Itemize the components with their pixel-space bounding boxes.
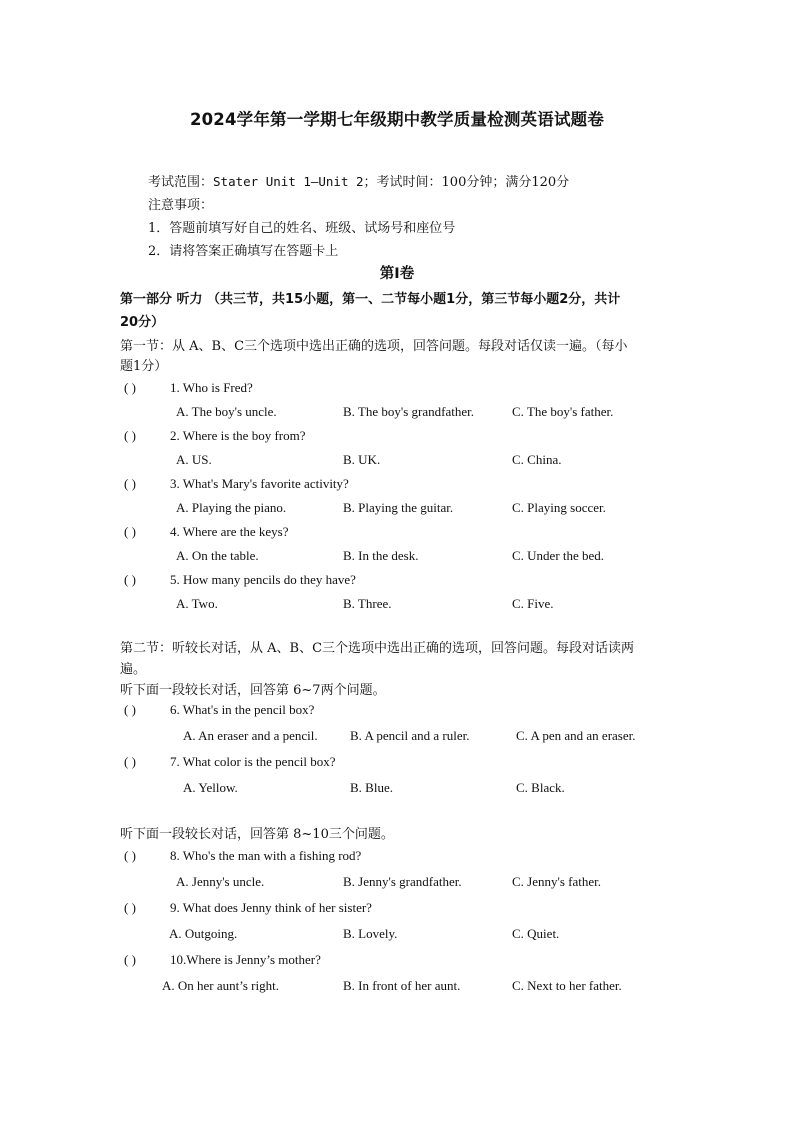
answer-blank[interactable]: ( ) [124, 900, 136, 915]
answer-blank[interactable]: ( ) [124, 572, 136, 587]
section2-instruction-line1: 第二节：听较长对话，从 A、B、C三个选项中选出正确的选项，回答问题。每段对话读两 [120, 641, 635, 656]
exam-title: 2024学年第一学期七年级期中教学质量检测英语试题卷 [189, 110, 605, 129]
part1-heading-line2: 20分） [120, 315, 165, 330]
q9-option-a: A. Outgoing. [169, 926, 238, 941]
q6-option-c: C. A pen and an eraser. [516, 728, 636, 743]
question-3: 3. What's Mary's favorite activity? [170, 476, 349, 491]
q5-option-c: C. Five. [512, 596, 554, 611]
question-6: 6. What's in the pencil box? [170, 702, 315, 717]
part1-heading-line1: 第一部分 听力 （共三节，共15小题，第一、二节每小题1分，第三节每小题2分，共计 [120, 292, 621, 307]
answer-blank[interactable]: ( ) [124, 380, 136, 395]
question-1: 1. Who is Fred? [170, 380, 253, 395]
exam-scope-line [148, 171, 569, 190]
note-1: 1．答题前填写好自己的姓名、班级、试场号和座位号 [148, 221, 456, 236]
q7-option-c: C. Black. [516, 780, 565, 795]
scope-value: Stater Unit 1—Unit 2 [213, 174, 364, 189]
question-4: 4. Where are the keys? [170, 524, 289, 539]
q5-option-b: B. Three. [343, 596, 392, 611]
q10-option-c: C. Next to her father. [512, 978, 622, 993]
answer-blank[interactable]: ( ) [124, 952, 136, 967]
volume-heading: 第I卷 [379, 266, 415, 282]
answer-blank[interactable]: ( ) [124, 754, 136, 769]
section1-instruction-line2: 题1分） [120, 359, 168, 374]
exam-time-and-score: ；考试时间：100分钟；满分120分 [363, 175, 570, 190]
q3-option-b: B. Playing the guitar. [343, 500, 454, 515]
answer-blank[interactable]: ( ) [124, 702, 136, 717]
q6-option-b: B. A pencil and a ruler. [350, 728, 470, 743]
q3-option-a: A. Playing the piano. [176, 500, 287, 515]
answer-blank[interactable]: ( ) [124, 524, 136, 539]
note-2: 2．请将答案正确填写在答题卡上 [148, 244, 339, 259]
q2-option-a: A. US. [176, 452, 212, 467]
q4-option-b: B. In the desk. [343, 548, 419, 563]
q2-option-c: C. China. [512, 452, 562, 467]
dialogue-group-1-instruction: 听下面一段较长对话，回答第 6~7两个问题。 [120, 683, 386, 698]
q9-option-b: B. Lovely. [343, 926, 398, 941]
q4-option-a: A. On the table. [176, 548, 259, 563]
answer-blank[interactable]: ( ) [124, 476, 136, 491]
question-2: 2. Where is the boy from? [170, 428, 306, 443]
q8-option-c: C. Jenny's father. [512, 874, 601, 889]
dialogue-group-2-instruction: 听下面一段较长对话，回答第 8~10三个问题。 [120, 827, 394, 842]
q8-option-a: A. Jenny's uncle. [176, 874, 265, 889]
scope-label: 考试范围： [148, 175, 214, 190]
question-5: 5. How many pencils do they have? [170, 572, 356, 587]
question-10: 10.Where is Jenny’s mother? [170, 952, 321, 967]
q6-option-a: A. An eraser and a pencil. [183, 728, 318, 743]
answer-blank[interactable]: ( ) [124, 848, 136, 863]
q8-option-b: B. Jenny's grandfather. [343, 874, 462, 889]
q7-option-a: A. Yellow. [183, 780, 238, 795]
section2-instruction-line2: 遍。 [120, 662, 147, 677]
q5-option-a: A. Two. [176, 596, 218, 611]
q10-option-a: A. On her aunt’s right. [162, 978, 279, 993]
q9-option-c: C. Quiet. [512, 926, 560, 941]
q7-option-b: B. Blue. [350, 780, 393, 795]
q3-option-c: C. Playing soccer. [512, 500, 606, 515]
question-8: 8. Who's the man with a fishing rod? [170, 848, 362, 863]
question-7: 7. What color is the pencil box? [170, 754, 336, 769]
section1-instruction-line1: 第一节：从 A、B、C三个选项中选出正确的选项，回答问题。每段对话仅读一遍。（每小 [120, 339, 628, 354]
q1-option-a: A. The boy's uncle. [176, 404, 277, 419]
answer-blank[interactable]: ( ) [124, 428, 136, 443]
q2-option-b: B. UK. [343, 452, 381, 467]
q10-option-b: B. In front of her aunt. [343, 978, 461, 993]
q1-option-c: C. The boy's father. [512, 404, 614, 419]
question-9: 9. What does Jenny think of her sister? [170, 900, 372, 915]
q1-option-b: B. The boy's grandfather. [343, 404, 474, 419]
q4-option-c: C. Under the bed. [512, 548, 605, 563]
notes-label: 注意事项： [148, 198, 214, 213]
